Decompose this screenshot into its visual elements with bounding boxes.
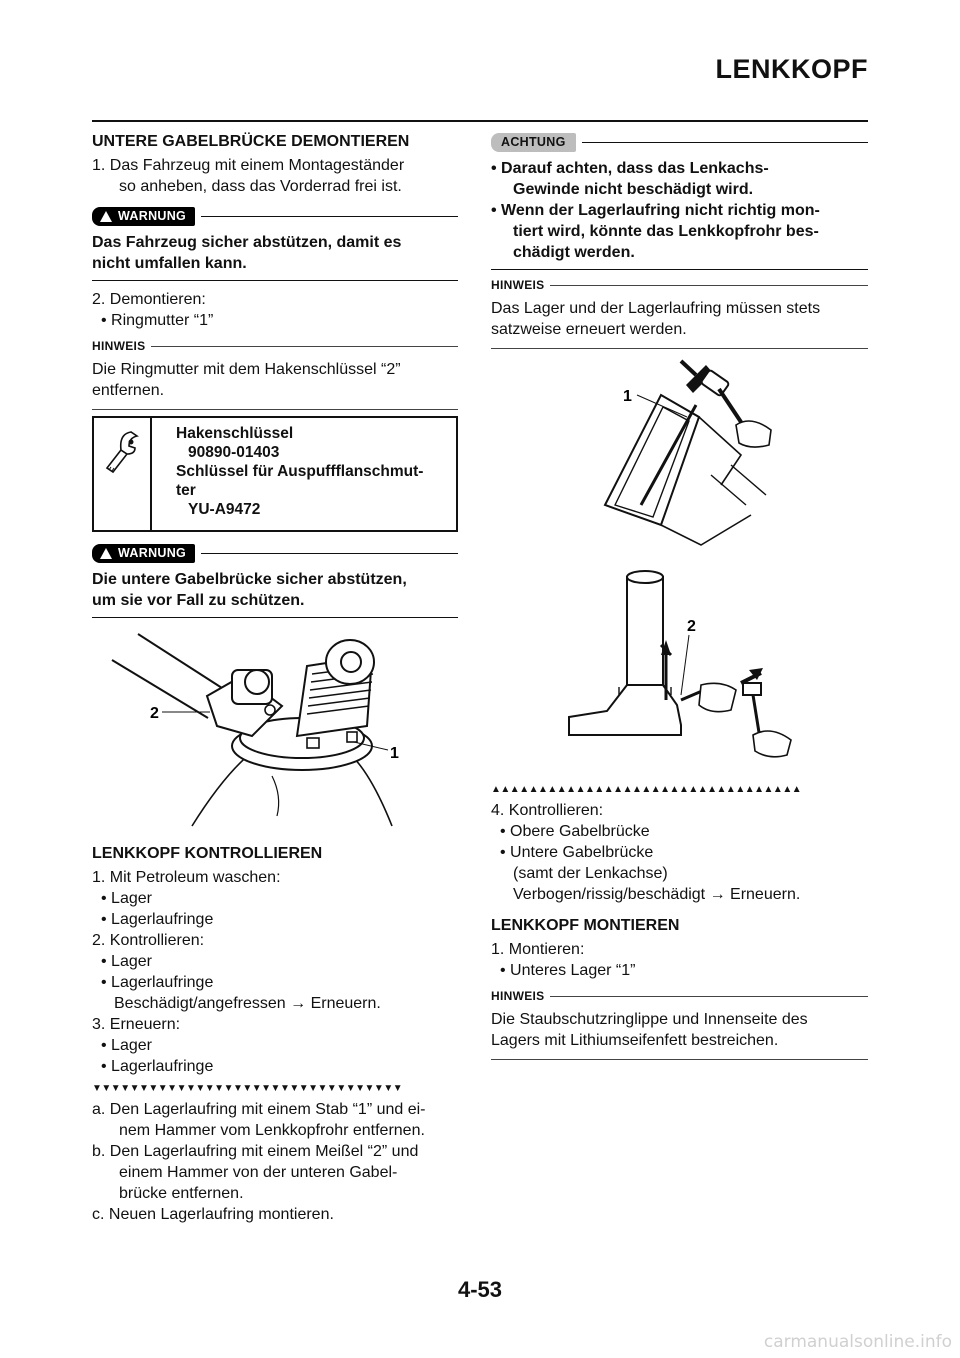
- caution-badge: ACHTUNG: [491, 133, 576, 152]
- check-step-4-item-2-note: (samt der Lenkachse): [513, 865, 668, 882]
- check-step-2-item-2: • Lagerlaufringe: [101, 974, 214, 991]
- hinweis-mount-label: HINWEIS: [491, 989, 545, 1003]
- tool-text: [152, 418, 423, 530]
- hinweis-mount-header: [491, 989, 868, 1003]
- substep-a-line-a: a. Den Lagerlaufring mit einem Stab “1” und ei-: [92, 1101, 426, 1118]
- caution-rule: [582, 142, 868, 143]
- figure-2-label-1: 1: [623, 388, 632, 405]
- substep-b-line-b: einem Hammer von der unteren Gabel-: [119, 1164, 398, 1181]
- check-step-1-item-2: • Lagerlaufringe: [101, 911, 214, 928]
- mount-step-1: 1. Montieren:: [491, 941, 585, 958]
- hinweis-mount-rule: [550, 996, 868, 997]
- substep-b-line-c: brücke entfernen.: [119, 1185, 244, 1202]
- warning-2-line-b: um sie vor Fall zu schützen.: [92, 592, 305, 609]
- figure-label-2: 2: [150, 705, 159, 722]
- figure-label-1: 1: [390, 745, 399, 762]
- mount-step-1-item-1: • Unteres Lager “1”: [500, 962, 636, 979]
- warning-2-line-a: Die untere Gabelbrücke sicher abstützen,: [92, 571, 407, 588]
- hinweis-right-end-rule: [491, 348, 868, 349]
- caution-1-line-b: Gewinde nicht beschädigt wird.: [513, 181, 754, 198]
- header-rule: [92, 120, 868, 122]
- hinweis-right-line-a: Das Lager und der Lagerlaufring müssen stets: [491, 300, 821, 317]
- figure-race-removal: [491, 355, 868, 778]
- hinweis-1-line-b: entfernen.: [92, 382, 165, 399]
- procedure-end-marker: ▲▲▲▲▲▲▲▲▲▲▲▲▲▲▲▲▲▲▲▲▲▲▲▲▲▲▲▲▲▲▲▲▲: [491, 784, 802, 795]
- check-step-4-item-1: • Obere Gabelbrücke: [500, 823, 650, 840]
- check-step-3-item-2: • Lagerlaufringe: [101, 1058, 214, 1075]
- warning-triangle-icon: [100, 211, 112, 222]
- check-step-2: 2. Kontrollieren:: [92, 932, 205, 949]
- check-step-2-result: Beschädigt/angefressen → Erneuern.: [114, 995, 381, 1012]
- race-removal-illustration: [491, 355, 868, 773]
- step-1-line-b: so anheben, dass das Vorderrad frei ist.: [119, 178, 402, 195]
- hinweis-rule: [151, 346, 458, 347]
- page-title: LENKKOPF: [715, 54, 868, 84]
- check-step-1-item-1: • Lager: [101, 890, 152, 907]
- hinweis-mount-end-rule: [491, 1059, 868, 1060]
- check-step-4: 4. Kontrollieren:: [491, 802, 604, 819]
- step-1-line-a: 1. Das Fahrzeug mit einem Montageständer: [92, 157, 405, 174]
- section-title-kontrollieren: LENKKOPF KONTROLLIEREN: [92, 845, 323, 862]
- caution-header: [491, 133, 868, 152]
- special-tool-box: [92, 416, 458, 532]
- page-number: 4-53: [457, 1277, 503, 1302]
- caution-1-line-a: • Darauf achten, dass das Lenkachs-: [491, 160, 769, 177]
- check-step-1: 1. Mit Petroleum waschen:: [92, 869, 281, 886]
- warning-1-line-a: Das Fahrzeug sicher abstützen, damit es: [92, 234, 402, 251]
- caution-2-line-a: • Wenn der Lagerlaufring nicht richtig mon-: [491, 202, 820, 219]
- hinweis-mount-line-b: Lagers mit Lithiumseifenfett bestreichen.: [491, 1032, 779, 1049]
- warning-1-line-b: nicht umfallen kann.: [92, 255, 247, 272]
- tool-name-2-a: Schlüssel für Auspuffflanschmut-: [176, 463, 424, 480]
- figure-2-label-2: 2: [687, 618, 696, 635]
- left-column: [92, 133, 458, 1225]
- hinweis-label: HINWEIS: [92, 339, 146, 353]
- warning-rule: [201, 216, 458, 217]
- warning-2-rule: [201, 553, 458, 554]
- caution-2-line-b: tiert wird, könnte das Lenkkopfrohr bes-: [513, 223, 819, 240]
- substep-c: c. Neuen Lagerlaufring montieren.: [92, 1206, 334, 1223]
- warning-header: [92, 207, 458, 226]
- hinweis-right-label: HINWEIS: [491, 278, 545, 292]
- warning-triangle-icon: [100, 548, 112, 559]
- warning-label: WARNUNG: [118, 209, 187, 223]
- watermark: carmanualsonline.info: [763, 1332, 952, 1352]
- caution-end-rule: [491, 269, 868, 270]
- ring-nut-illustration: [92, 626, 458, 834]
- substep-a-line-b: nem Hammer vom Lenkkopfrohr entfernen.: [119, 1122, 425, 1139]
- tool-name-1: Hakenschlüssel: [176, 425, 294, 442]
- tool-column: [94, 418, 152, 530]
- procedure-start-marker: ▼▼▼▼▼▼▼▼▼▼▼▼▼▼▼▼▼▼▼▼▼▼▼▼▼▼▼▼▼▼▼▼▼: [92, 1083, 403, 1094]
- check-step-2-item-1: • Lager: [101, 953, 152, 970]
- tool-number-2: YU-A9472: [188, 501, 261, 518]
- warning-2-end-rule: [92, 617, 458, 618]
- check-step-4-item-2: • Untere Gabelbrücke: [500, 844, 654, 861]
- hinweis-right-header: [491, 278, 868, 292]
- section-title-demontieren: UNTERE GABELBRÜCKE DEMONTIEREN: [92, 133, 410, 150]
- step-2-item: • Ringmutter “1”: [101, 312, 214, 329]
- warning-1-end-rule: [92, 280, 458, 281]
- warning-2-label: WARNUNG: [118, 546, 187, 560]
- check-step-3-item-1: • Lager: [101, 1037, 152, 1054]
- right-column: [491, 133, 868, 1066]
- step-2: 2. Demontieren:: [92, 291, 206, 308]
- substep-b-line-a: b. Den Lagerlaufring mit einem Meißel “2” und: [92, 1143, 419, 1160]
- hinweis-mount-line-a: Die Staubschutzringlippe und Innenseite des: [491, 1011, 808, 1028]
- figure-ring-nut: [92, 626, 458, 839]
- warning-2-header: [92, 544, 458, 563]
- check-step-4-result: Verbogen/rissig/beschädigt → Erneuern.: [513, 886, 801, 903]
- caution-2-line-c: chädigt werden.: [513, 244, 635, 261]
- hinweis-right-line-b: satzweise erneuert werden.: [491, 321, 687, 338]
- warning-badge: [92, 207, 195, 226]
- wrench-icon: [101, 424, 143, 474]
- section-title-montieren: LENKKOPF MONTIEREN: [491, 917, 680, 934]
- hinweis-right-rule: [550, 285, 868, 286]
- hinweis-1-end-rule: [92, 409, 458, 410]
- hinweis-1-line-a: Die Ringmutter mit dem Hakenschlüssel “2”: [92, 361, 401, 378]
- warning-2-badge: [92, 544, 195, 563]
- check-step-3: 3. Erneuern:: [92, 1016, 181, 1033]
- tool-name-2-b: ter: [176, 482, 196, 499]
- tool-number-1: 90890-01403: [188, 444, 280, 461]
- hinweis-header: [92, 339, 458, 353]
